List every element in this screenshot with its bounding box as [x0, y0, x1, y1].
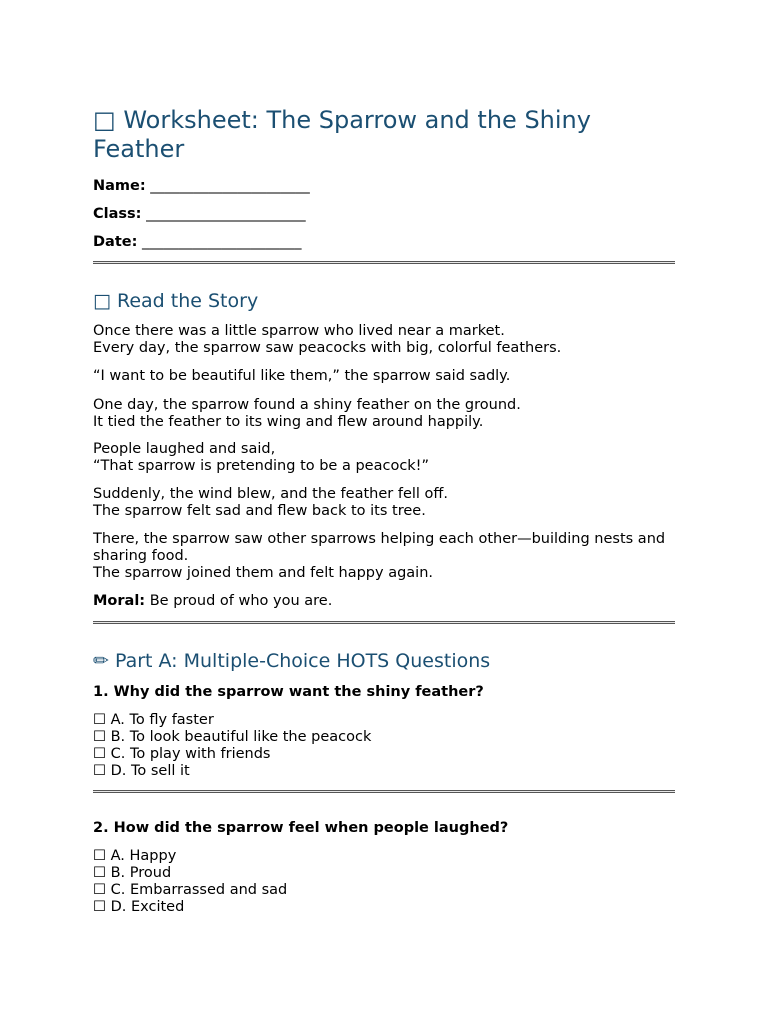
story-paragraph: One day, the sparrow found a shiny feather on the ground. It tied the feather to its wing and flew around happily. [93, 397, 521, 430]
option-d[interactable]: ☐ D. To sell it [93, 763, 190, 779]
option-d[interactable]: ☐ D. Excited [93, 899, 185, 915]
part-a-heading: ✏ Part A: Multiple-Choice HOTS Questions [93, 650, 491, 672]
page-title [93, 106, 675, 164]
divider [93, 261, 675, 264]
date-field [93, 233, 302, 251]
story-paragraph: People laughed and said, “That sparrow is pretending to be a peacock!” [93, 441, 430, 474]
name-field [93, 177, 310, 195]
option-c[interactable]: ☐ C. Embarrassed and sad [93, 882, 288, 898]
moral-text: Be proud of who you are. [149, 593, 333, 609]
pencil-icon: ✏ [93, 650, 109, 672]
story-paragraph: Once there was a little sparrow who lived near a market. Every day, the sparrow saw peacocks with big, colorful feathers. [93, 323, 562, 356]
moral [93, 593, 675, 610]
date-blank: ______________________ [142, 234, 302, 250]
option-a[interactable]: ☐ A. To fly faster [93, 712, 214, 728]
question-2-options [93, 848, 287, 916]
story-paragraph: Suddenly, the wind blew, and the feather fell off. The sparrow felt sad and flew back to its tree. [93, 486, 449, 519]
question-1: 1. Why did the sparrow want the shiny feather? [93, 684, 484, 700]
option-b[interactable]: ☐ B. Proud [93, 865, 172, 881]
class-label: Class: [93, 206, 142, 222]
title-text: Worksheet: The Sparrow and the Shiny Feather [93, 106, 591, 163]
option-c[interactable]: ☐ C. To play with friends [93, 746, 271, 762]
question-2: 2. How did the sparrow feel when people laughed? [93, 820, 509, 836]
divider [93, 790, 675, 793]
name-blank: ______________________ [150, 178, 310, 194]
date-label: Date: [93, 234, 138, 250]
option-a[interactable]: ☐ A. Happy [93, 848, 177, 864]
moral-label: Moral: [93, 593, 146, 609]
class-field [93, 205, 306, 223]
story-heading: □ Read the Story [93, 290, 259, 312]
name-label: Name: [93, 178, 146, 194]
story-paragraph: “I want to be beautiful like them,” the sparrow said sadly. [93, 368, 511, 384]
question-1-options [93, 712, 371, 780]
title-icon: □ [93, 106, 116, 134]
story-icon: □ [93, 290, 111, 312]
option-b[interactable]: ☐ B. To look beautiful like the peacock [93, 729, 372, 745]
story-paragraph: There, the sparrow saw other sparrows helping each other—building nests and sharing food. The sparrow joined them and felt happy again. [93, 531, 666, 581]
class-blank: ______________________ [146, 206, 306, 222]
divider [93, 621, 675, 624]
